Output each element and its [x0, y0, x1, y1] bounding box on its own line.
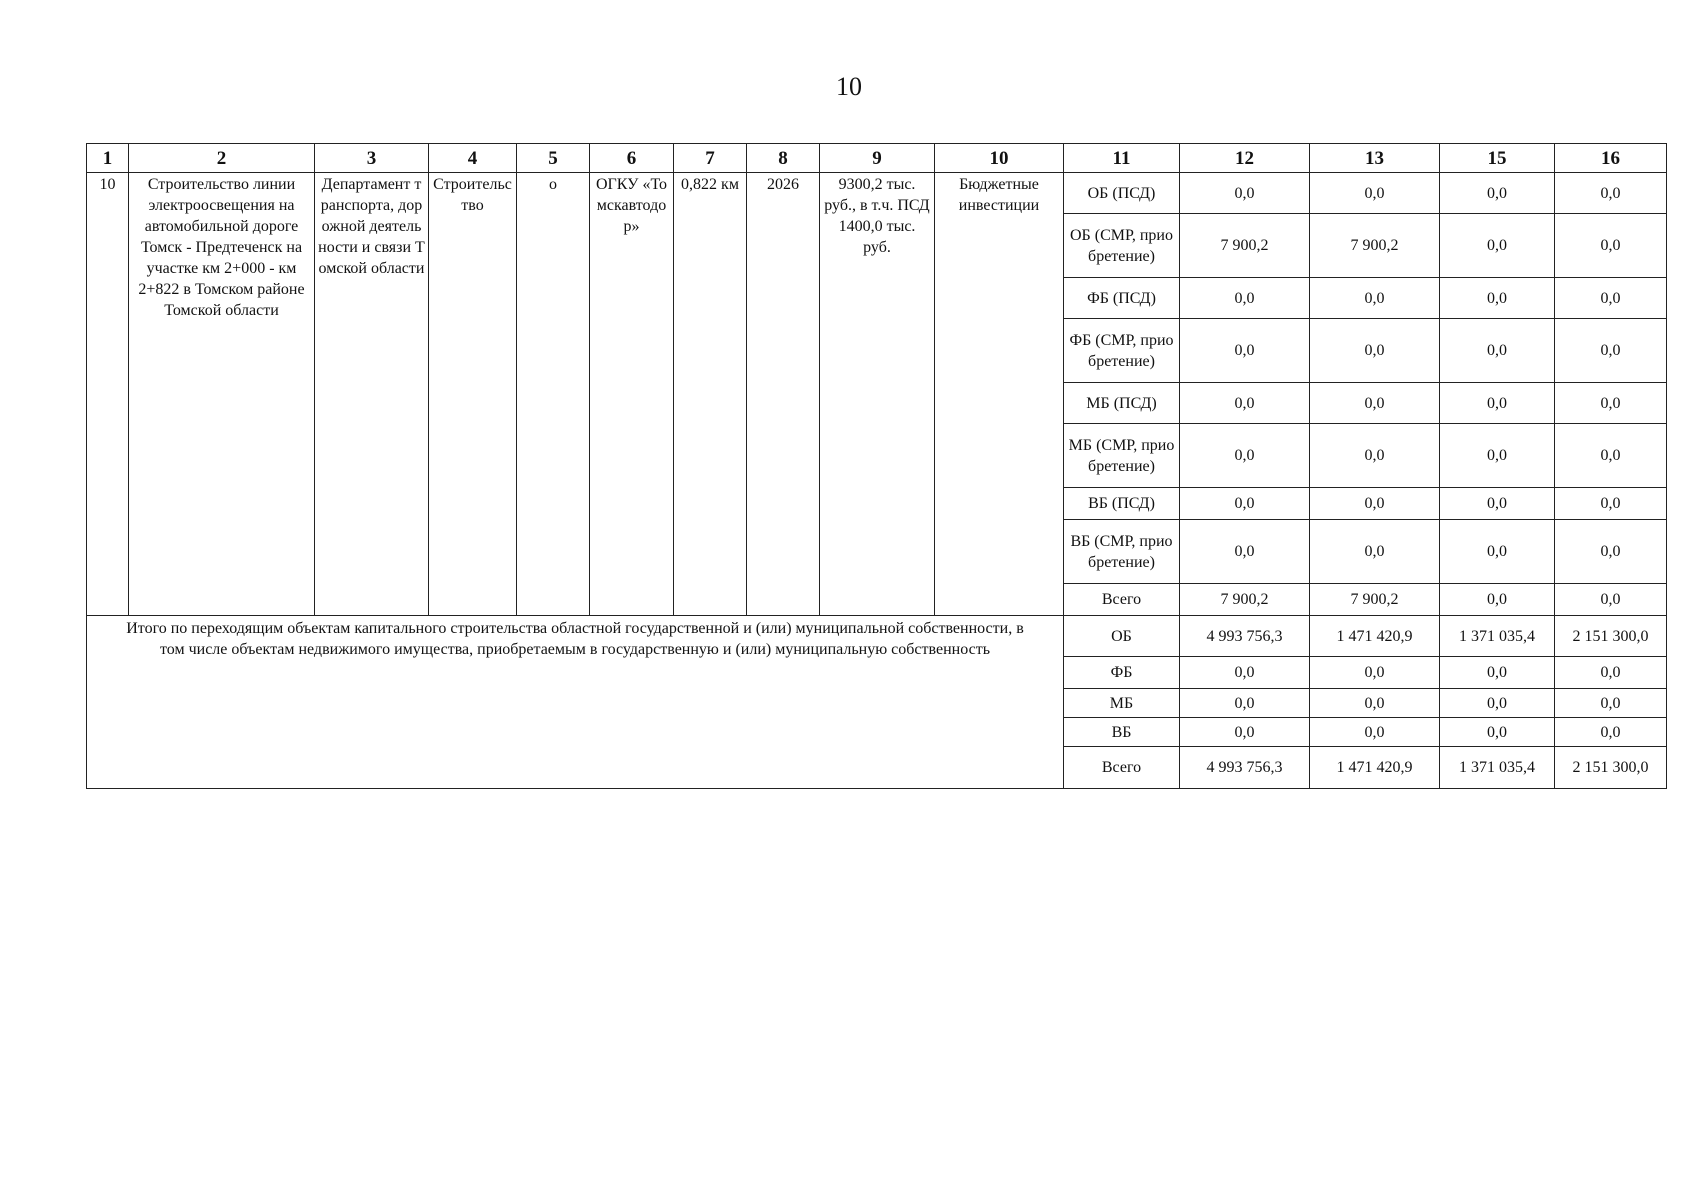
- amount-cell: 0,0: [1440, 657, 1555, 689]
- funding-source: Всего: [1064, 747, 1180, 789]
- amount-cell: 2 151 300,0: [1555, 616, 1667, 657]
- amount-cell: 0,0: [1440, 584, 1555, 616]
- amount-cell: 0,0: [1180, 657, 1310, 689]
- funding-source: МБ: [1064, 689, 1180, 718]
- amount-cell: 0,0: [1310, 718, 1440, 747]
- funding-source: ВБ: [1064, 718, 1180, 747]
- page-number: 10: [836, 72, 862, 101]
- col-header-4: 4: [429, 144, 517, 173]
- column-number-row: [87, 144, 1667, 173]
- amount-cell: 1 471 420,9: [1310, 616, 1440, 657]
- col-header-3: 3: [315, 144, 429, 173]
- amount-cell: 0,0: [1555, 488, 1667, 520]
- amount-cell: 0,0: [1180, 173, 1310, 214]
- funding-source: Всего: [1064, 584, 1180, 616]
- amount-cell: 4 993 756,3: [1180, 616, 1310, 657]
- col-header-12: 12: [1180, 144, 1310, 173]
- amount-cell: 2 151 300,0: [1555, 747, 1667, 789]
- table-row: [87, 173, 1667, 214]
- amount-cell: 0,0: [1555, 520, 1667, 584]
- object-capacity: 0,822 км: [674, 173, 747, 616]
- totals-label: Итого по переходящим объектам капитального строительства областной государственной и (или) муниципальной собственности, в том числе объектам недвижимого имущества, приобретаемым в государственную и (или) муниципальную собственность: [87, 616, 1064, 789]
- amount-cell: 0,0: [1440, 520, 1555, 584]
- amount-cell: 0,0: [1555, 657, 1667, 689]
- col-header-16: 16: [1555, 144, 1667, 173]
- amount-cell: 1 371 035,4: [1440, 616, 1555, 657]
- col-header-9: 9: [820, 144, 935, 173]
- amount-cell: 0,0: [1440, 278, 1555, 319]
- amount-cell: 0,0: [1440, 488, 1555, 520]
- col-header-8: 8: [747, 144, 820, 173]
- col-header-7: 7: [674, 144, 747, 173]
- funding-source: ФБ: [1064, 657, 1180, 689]
- object-developer: ОГКУ «Томскавтодор»: [590, 173, 674, 616]
- total-row: [87, 616, 1667, 657]
- amount-cell: 7 900,2: [1180, 584, 1310, 616]
- amount-cell: 0,0: [1555, 319, 1667, 383]
- col-header-13: 13: [1310, 144, 1440, 173]
- amount-cell: 0,0: [1310, 424, 1440, 488]
- funding-source: ВБ (ПСД): [1064, 488, 1180, 520]
- col-header-15: 15: [1440, 144, 1555, 173]
- amount-cell: 0,0: [1555, 689, 1667, 718]
- col-header-2: 2: [129, 144, 315, 173]
- amount-cell: 0,0: [1440, 173, 1555, 214]
- object-ownership: о: [517, 173, 590, 616]
- funding-source: ОБ (ПСД): [1064, 173, 1180, 214]
- amount-cell: 0,0: [1440, 214, 1555, 278]
- amount-cell: 0,0: [1180, 520, 1310, 584]
- object-cost: 9300,2 тыс. руб., в т.ч. ПСД 1400,0 тыс. руб.: [820, 173, 935, 616]
- funding-source: МБ (СМР, приобретение): [1064, 424, 1180, 488]
- funding-source: ФБ (СМР, приобретение): [1064, 319, 1180, 383]
- object-funding-form: Бюджетные инвестиции: [935, 173, 1064, 616]
- amount-cell: 1 371 035,4: [1440, 747, 1555, 789]
- object-name: Строительство линии электроосвещения на автомобильной дороге Томск - Предтеченск на участке км 2+000 - км 2+822 в Томском районе Томской области: [129, 173, 315, 616]
- funding-source: ОБ: [1064, 616, 1180, 657]
- amount-cell: 0,0: [1180, 488, 1310, 520]
- amount-cell: 0,0: [1180, 383, 1310, 424]
- amount-cell: 0,0: [1555, 278, 1667, 319]
- amount-cell: 0,0: [1310, 173, 1440, 214]
- amount-cell: 0,0: [1180, 718, 1310, 747]
- amount-cell: 0,0: [1555, 424, 1667, 488]
- amount-cell: 7 900,2: [1180, 214, 1310, 278]
- amount-cell: 0,0: [1180, 689, 1310, 718]
- amount-cell: 0,0: [1180, 278, 1310, 319]
- amount-cell: 0,0: [1555, 173, 1667, 214]
- col-header-6: 6: [590, 144, 674, 173]
- col-header-1: 1: [87, 144, 129, 173]
- amount-cell: 1 471 420,9: [1310, 747, 1440, 789]
- col-header-10: 10: [935, 144, 1064, 173]
- amount-cell: 0,0: [1310, 520, 1440, 584]
- amount-cell: 0,0: [1310, 657, 1440, 689]
- amount-cell: 0,0: [1310, 278, 1440, 319]
- capital-objects-table: [86, 143, 1667, 789]
- amount-cell: 0,0: [1440, 319, 1555, 383]
- amount-cell: 0,0: [1440, 689, 1555, 718]
- amount-cell: 4 993 756,3: [1180, 747, 1310, 789]
- funding-source: ВБ (СМР, приобретение): [1064, 520, 1180, 584]
- amount-cell: 7 900,2: [1310, 584, 1440, 616]
- amount-cell: 0,0: [1555, 584, 1667, 616]
- col-header-11: 11: [1064, 144, 1180, 173]
- amount-cell: 0,0: [1440, 424, 1555, 488]
- object-customer: Департамент транспорта, дорожной деятельности и связи Томской области: [315, 173, 429, 616]
- amount-cell: 0,0: [1440, 718, 1555, 747]
- funding-source: МБ (ПСД): [1064, 383, 1180, 424]
- object-number: 10: [87, 173, 129, 616]
- object-year: 2026: [747, 173, 820, 616]
- funding-source: ОБ (СМР, приобретение): [1064, 214, 1180, 278]
- amount-cell: 0,0: [1180, 424, 1310, 488]
- amount-cell: 0,0: [1310, 319, 1440, 383]
- amount-cell: 0,0: [1310, 488, 1440, 520]
- amount-cell: 0,0: [1310, 689, 1440, 718]
- object-work-type: Строительство: [429, 173, 517, 616]
- amount-cell: 0,0: [1310, 383, 1440, 424]
- amount-cell: 0,0: [1555, 214, 1667, 278]
- col-header-5: 5: [517, 144, 590, 173]
- amount-cell: 0,0: [1180, 319, 1310, 383]
- amount-cell: 0,0: [1555, 718, 1667, 747]
- amount-cell: 0,0: [1440, 383, 1555, 424]
- funding-source: ФБ (ПСД): [1064, 278, 1180, 319]
- amount-cell: 0,0: [1555, 383, 1667, 424]
- amount-cell: 7 900,2: [1310, 214, 1440, 278]
